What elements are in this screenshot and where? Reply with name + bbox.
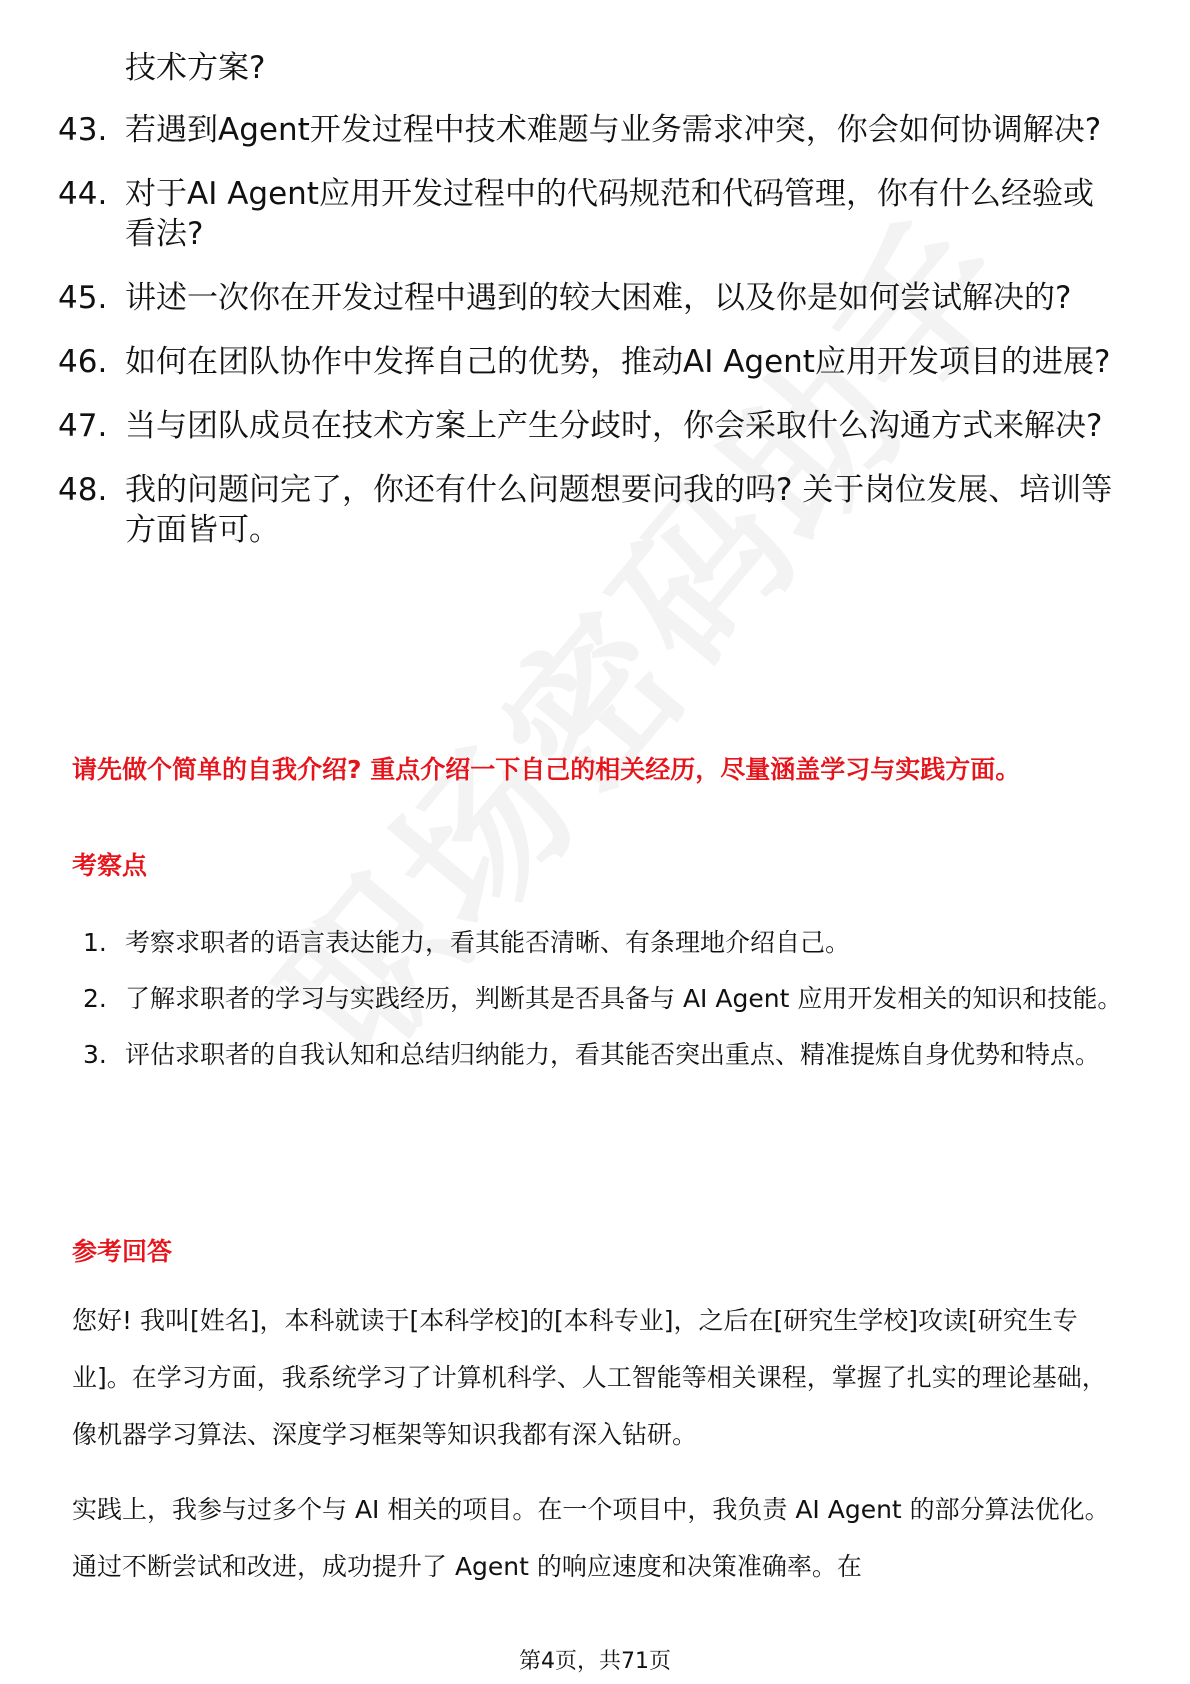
list-text: 了解求职者的学习与实践经历，判断其是否具备与 AI Agent 应用开发相关的知识和技能。: [125, 984, 1123, 1013]
question-item: [58, 174, 1118, 254]
question-number: 45.: [58, 280, 108, 316]
question-item: [58, 406, 1118, 446]
question-text: 当与团队成员在技术方案上产生分歧时，你会采取什么沟通方式来解决?: [125, 408, 1103, 444]
focus-question: 请先做个简单的自我介绍? 重点介绍一下自己的相关经历，尽量涵盖学习与实践方面。: [72, 755, 1021, 784]
question-continuation: 技术方案?: [125, 50, 266, 86]
question-item: [58, 278, 1118, 318]
section-heading-assessment: 考察点: [72, 851, 148, 880]
list-number: 3.: [83, 1040, 107, 1069]
question-text: 我的问题问完了，你还有什么问题想要问我的吗? 关于岗位发展、培训等方面皆可。: [125, 472, 1113, 548]
assessment-points: [83, 915, 1123, 1083]
page-footer: 第4页，共71页: [519, 1649, 671, 1674]
question-item: [58, 110, 1118, 150]
answer-paragraph: 实践上，我参与过多个与 AI 相关的项目。在一个项目中，我负责 AI Agent 的部分算法优化。通过不断尝试和改进，成功提升了 Agent 的响应速度和决策准确率。在: [72, 1495, 1110, 1581]
list-number: 2.: [83, 984, 107, 1013]
question-text: 若遇到Agent开发过程中技术难题与业务需求冲突，你会如何协调解决?: [125, 112, 1102, 148]
answer-paragraph: 您好! 我叫[姓名]，本科就读于[本科学校]的[本科专业]，之后在[研究生学校]攻读[研究生专业]。在学习方面，我系统学习了计算机科学、人工智能等相关课程，掌握了扎实的理论基础，像机器学习算法、深度学习框架等知识我都有深入钻研。: [72, 1306, 1107, 1449]
section-heading-reference-answer: 参考回答: [72, 1237, 173, 1266]
question-text: 对于AI Agent应用开发过程中的代码规范和代码管理，你有什么经验或看法?: [125, 176, 1094, 252]
question-number: 43.: [58, 112, 108, 148]
question-number: 46.: [58, 344, 108, 380]
question-text: 如何在团队协作中发挥自己的优势，推动AI Agent应用开发项目的进展?: [125, 344, 1111, 380]
question-number: 44.: [58, 176, 108, 212]
list-text: 评估求职者的自我认知和总结归纳能力，看其能否突出重点、精准提炼自身优势和特点。: [125, 1040, 1101, 1069]
question-item: [58, 470, 1118, 550]
question-list: [58, 48, 1118, 574]
list-number: 1.: [83, 928, 107, 957]
question-item: [58, 342, 1118, 382]
list-item: [83, 915, 1123, 971]
question-text: 讲述一次你在开发过程中遇到的较大困难，以及你是如何尝试解决的?: [125, 280, 1072, 316]
question-number: 48.: [58, 472, 108, 508]
list-text: 考察求职者的语言表达能力，看其能否清晰、有条理地介绍自己。: [125, 928, 851, 957]
reference-answer: [72, 1292, 1122, 1613]
list-item: [83, 1027, 1123, 1083]
list-item: [83, 971, 1123, 1027]
question-number: 47.: [58, 408, 108, 444]
